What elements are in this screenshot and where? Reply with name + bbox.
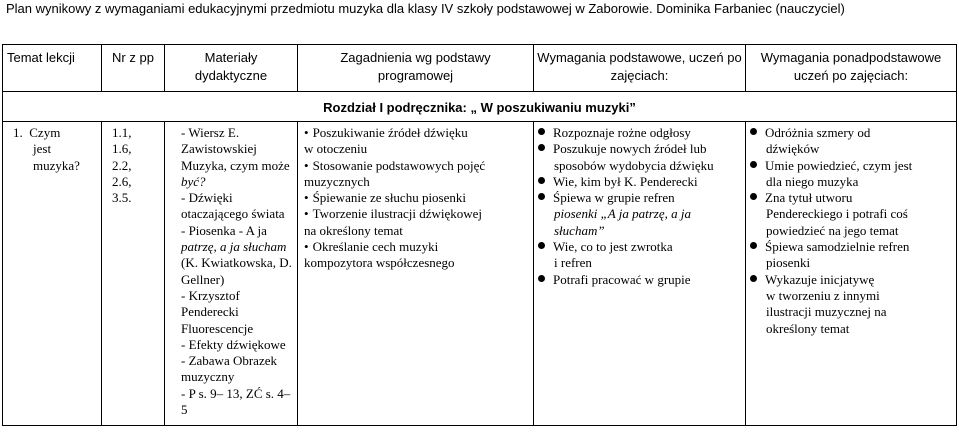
bullet-icon <box>750 161 757 168</box>
page-title: Plan wynikowy z wymaganiami edukacyjnymi przedmiotu muzyka dla klasy IV szkoły podstawowej w Zaborowie. Dominika Farbaniec (nauczyciel) <box>6 1 845 16</box>
bullet-icon <box>750 242 757 249</box>
header-topic: Temat lekcji <box>3 45 102 92</box>
bullet-icon: • <box>304 239 309 255</box>
header-pp: Nr z pp <box>102 45 165 92</box>
header-basic: Wymagania podstawowe, uczeń po zajęciach: <box>534 45 746 92</box>
plan-table <box>2 44 957 426</box>
bullet-icon: • <box>304 125 309 140</box>
pp-cell: 1.1, 1.6, 2.2, 2.6, 3.5. <box>102 122 165 426</box>
header-row <box>3 45 957 92</box>
basic-requirements-cell: Rozpoznaje rożne odgłosy Poszukuje nowych źródeł lub sposobów wydobycia dźwięku Wie, kim był K. Penderecki Śpiewa w grupie refren piosenki „A ja patrzę, a ja słucham” Wie, co to jest zwrotka i refren Potrafi pracować w grupie <box>534 122 746 426</box>
header-advanced: Wymagania ponadpodstawowe uczeń po zajęciach: <box>746 45 957 92</box>
bullet-icon <box>538 242 545 249</box>
materials-cell: - Wiersz E. Zawistowskiej Muzyka, czym może być? - Dźwięki otaczającego świata - Piosenka - A ja patrzę, a ja słucham (K. Kwiatkowska, D. Gellner) - Krzysztof Penderecki Fluorescencje - Efekty dźwiękowe - Zabawa Obrazek muzyczny - P s. 9– 13, ZĆ s. 4– 5 <box>165 122 298 426</box>
header-topics: Zagadnienia wg podstawy programowej <box>298 45 534 92</box>
bullet-icon <box>750 275 757 282</box>
section-title: Rozdział I podręcznika: „ W poszukiwaniu muzyki” <box>3 92 957 122</box>
table-row <box>3 122 957 426</box>
bullet-icon: • <box>304 190 309 206</box>
topic-cell: 1. Czym jest muzyka? <box>3 122 102 426</box>
section-row <box>3 92 957 122</box>
bullet-icon <box>538 275 545 282</box>
header-materials: Materiały dydaktyczne <box>165 45 298 92</box>
advanced-requirements-cell: Odróżnia szmery od dźwięków Umie powiedzieć, czym jest dla niego muzyka Zna tytuł utworu Pendereckiego i potrafi coś powiedzieć na jego temat Śpiewa samodzielnie refren piosenki Wykazuje inicjatywę w tworzeniu z innymi ilustracji muzycznej na określony temat <box>746 122 957 426</box>
topics-cell: • Poszukiwanie źródeł dźwięku w otoczeniu • Stosowanie podstawowych pojęć muzycznych • Śpiewanie ze słuchu piosenki • Tworzenie ilustracji dźwiękowej na określony temat • Określanie cech muzyki kompozytora współczesnego <box>298 122 534 426</box>
bullet-icon <box>750 128 757 135</box>
bullet-icon: • <box>304 206 309 222</box>
bullet-icon <box>538 128 545 135</box>
bullet-icon <box>538 193 545 200</box>
bullet-icon <box>750 193 757 200</box>
bullet-icon <box>538 144 545 151</box>
bullet-icon: • <box>304 157 309 173</box>
bullet-icon <box>538 177 545 184</box>
